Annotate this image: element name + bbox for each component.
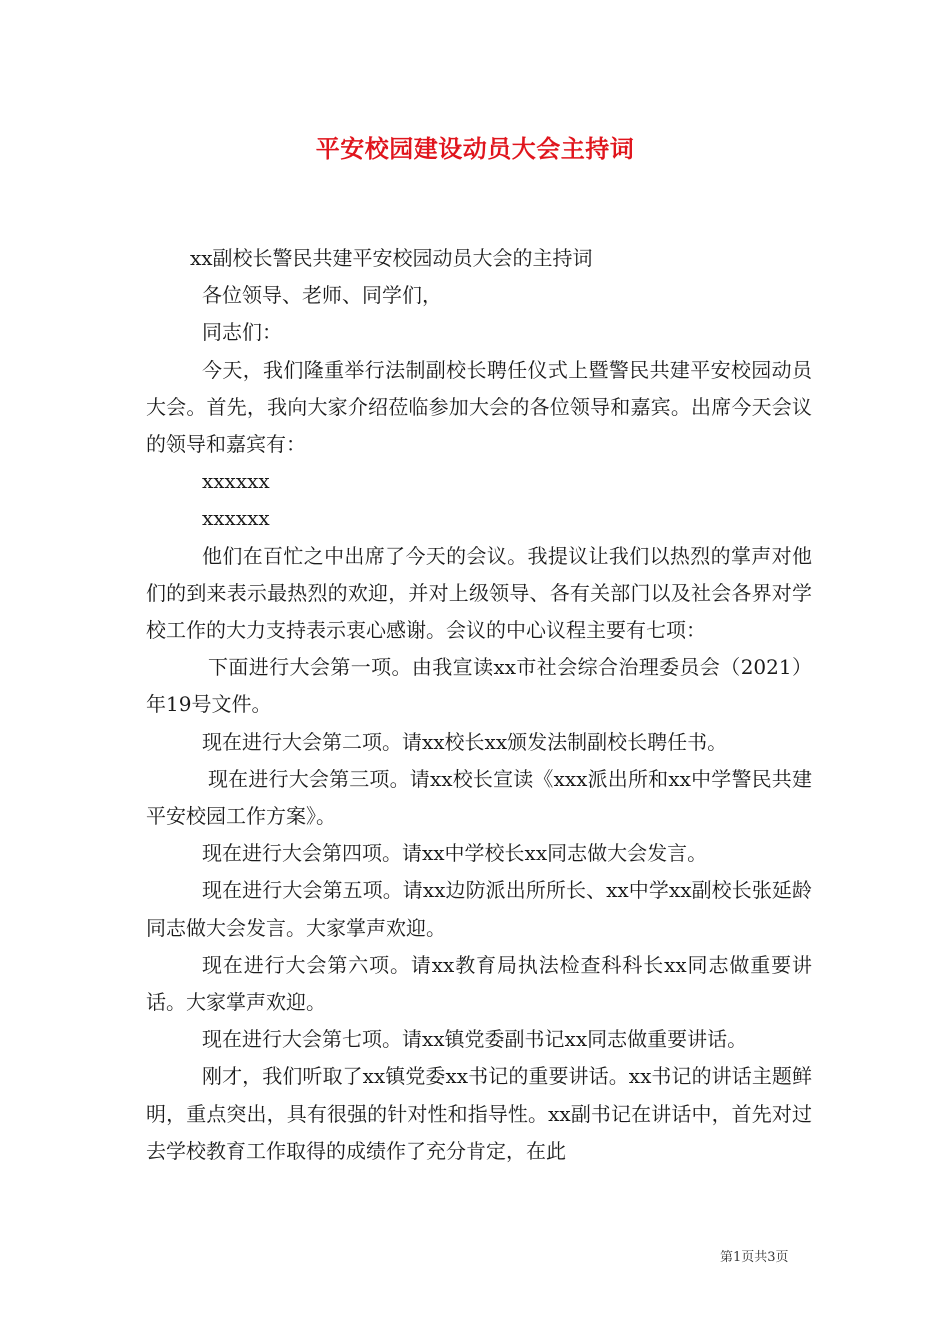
paragraph-welcome: 他们在百忙之中出席了今天的会议。我提议让我们以热烈的掌声对他们的到来表示最热烈的欢迎，并对上级领导、各有关部门以及社会各界对学校工作的大力支持表示衷心感谢。会议的中心议程主要有七项： [146,543,812,643]
paragraph-item-5: 现在进行大会第五项。请xx边防派出所所长、xx中学xx副校长张延龄同志做大会发言。大家掌声欢迎。 [146,878,812,940]
paragraph-opening: 今天，我们隆重举行法制副校长聘任仪式上暨警民共建平安校园动员大会。首先，我向大家介绍莅临参加大会的各位领导和嘉宾。出席今天会议的领导和嘉宾有： [146,357,812,457]
paragraph-comrades: 同志们： [202,320,282,345]
paragraph-salutation: 各位领导、老师、同学们， [202,283,442,308]
paragraph-item-4: 现在进行大会第四项。请xx中学校长xx同志做大会发言。 [202,841,708,866]
document-body [146,240,812,1170]
paragraph-guest-2: xxxxxx [202,506,270,531]
paragraph-item-2: 现在进行大会第二项。请xx校长xx颁发法制副校长聘任书。 [202,729,728,754]
page-number: 第1页共3页 [720,1250,789,1265]
paragraph-item-7: 现在进行大会第七项。请xx镇党委副书记xx同志做重要讲话。 [202,1027,748,1052]
paragraph-heading: xx副校长警民共建平安校园动员大会的主持词 [190,246,593,270]
paragraph-item-1: 下面进行大会第一项。由我宣读xx市社会综合治理委员会（2021）年19号文件。 [146,655,812,717]
paragraph-item-3: 现在进行大会第三项。请xx校长宣读《xxx派出所和xx中学警民共建平安校园工作方案》。 [146,766,812,829]
paragraph-summary: 刚才，我们听取了xx镇党委xx书记的重要讲话。xx书记的讲话主题鲜明，重点突出，具有很强的针对性和指导性。xx副书记在讲话中，首先对过去学校教育工作取得的成绩作了充分肯定，在此 [146,1064,812,1163]
paragraph-guest-1: xxxxxx [202,469,270,494]
document-title: 平安校园建设动员大会主持词 [315,134,635,163]
paragraph-item-6: 现在进行大会第六项。请xx教育局执法检查科科长xx同志做重要讲话。大家掌声欢迎。 [146,952,812,1015]
